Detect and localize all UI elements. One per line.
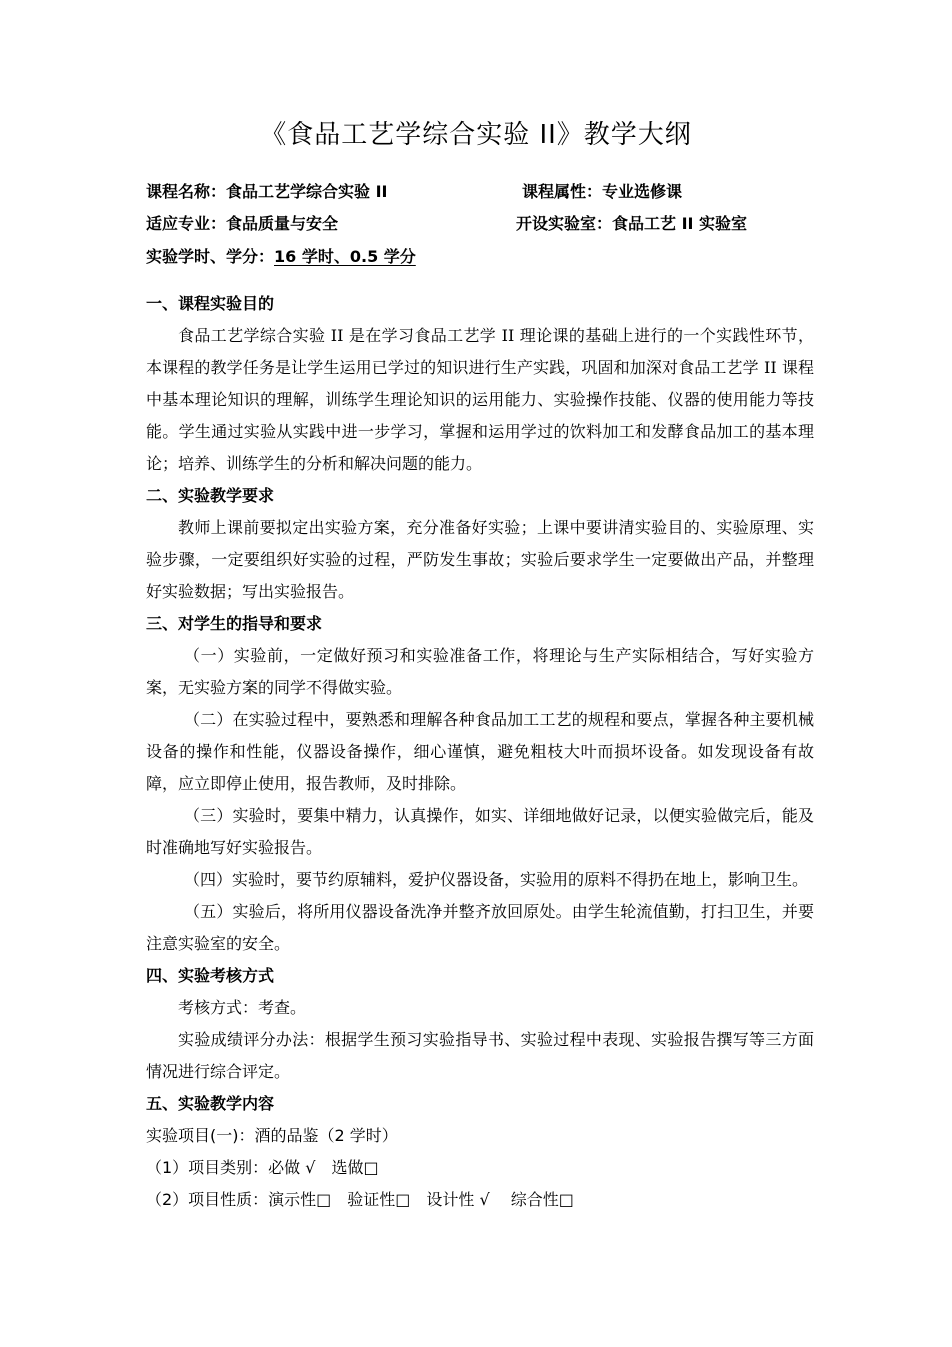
- paragraph: 教师上课前要拟定出实验方案，充分准备好实验；上课中要讲清实验目的、实验原理、实验步骤，一定要组织好实验的过程，严防发生事故；实验后要求学生一定要做出产品，并整理好实验数据；写出实验报告。: [146, 518, 814, 601]
- list-item: （二）在实验过程中，要熟悉和理解各种食品加工工艺的规程和要点，掌握各种主要机械设备的操作和性能，仪器设备操作，细心谨慎，避免粗枝大叶而损坏设备。如发现设备有故障，应立即停止使用，报告教师，及时排除。: [146, 710, 814, 793]
- paragraph: 实验成绩评分办法：根据学生预习实验指导书、实验过程中表现、实验报告撰写等三方面情况进行综合评定。: [146, 1030, 814, 1081]
- section-heading-4: 四、实验考核方式: [146, 966, 275, 985]
- hours-credits: [146, 245, 416, 269]
- applicable-major: 适应专业：食品质量与安全: [146, 214, 339, 233]
- section-heading-3: 三、对学生的指导和要求: [146, 614, 323, 633]
- laboratory: 开设实验室：食品工艺 II 实验室: [516, 214, 748, 233]
- paragraph: 考核方式：考查。: [178, 998, 307, 1017]
- paragraph: 食品工艺学综合实验 II 是在学习食品工艺学 II 理论课的基础上进行的一个实践性环节，本课程的教学任务是让学生运用已学过的知识进行生产实践，巩固和加深对食品工艺学 II 课程中基本理论知识的理解，训练学生理论知识的运用能力、实验操作技能、仪器的使用能力等技能。学生通过实验从实践中进一步学习，掌握和运用学过的饮料加工和发酵食品加工的基本理论；培养、训练学生的分析和解决问题的能力。: [146, 326, 814, 473]
- experiment-project: 实验项目(一)：酒的品鉴（2 学时）: [146, 1126, 398, 1145]
- document-body: [146, 288, 814, 1216]
- course-attribute: 课程属性：专业选修课: [522, 182, 683, 201]
- section-heading-1: 一、课程实验目的: [146, 294, 275, 313]
- project-category: （1）项目类别：必做 √ 选做□: [146, 1158, 379, 1177]
- document-title: 《食品工艺学综合实验 II》教学大纲: [260, 120, 692, 150]
- course-name: 课程名称：食品工艺学综合实验 II: [146, 182, 388, 201]
- section-heading-5: 五、实验教学内容: [146, 1094, 275, 1113]
- project-nature: （2）项目性质：演示性□ 验证性□ 设计性 √ 综合性□: [146, 1190, 574, 1209]
- list-item: （三）实验时，要集中精力，认真操作，如实、详细地做好记录，以便实验做完后，能及时准确地写好实验报告。: [146, 806, 814, 857]
- section-heading-2: 二、实验教学要求: [146, 486, 275, 505]
- hours-value: 16 学时、0.5 学分: [274, 247, 416, 266]
- hours-label: 实验学时、学分：: [146, 247, 275, 266]
- list-item: （一）实验前，一定做好预习和实验准备工作，将理论与生产实际相结合，写好实验方案，无实验方案的同学不得做实验。: [146, 646, 814, 697]
- list-item: （四）实验时，要节约原辅料，爱护仪器设备，实验用的原料不得扔在地上，影响卫生。: [184, 870, 809, 889]
- list-item: （五）实验后，将所用仪器设备洗净并整齐放回原处。由学生轮流值勤，打扫卫生，并要注意实验室的安全。: [146, 902, 814, 953]
